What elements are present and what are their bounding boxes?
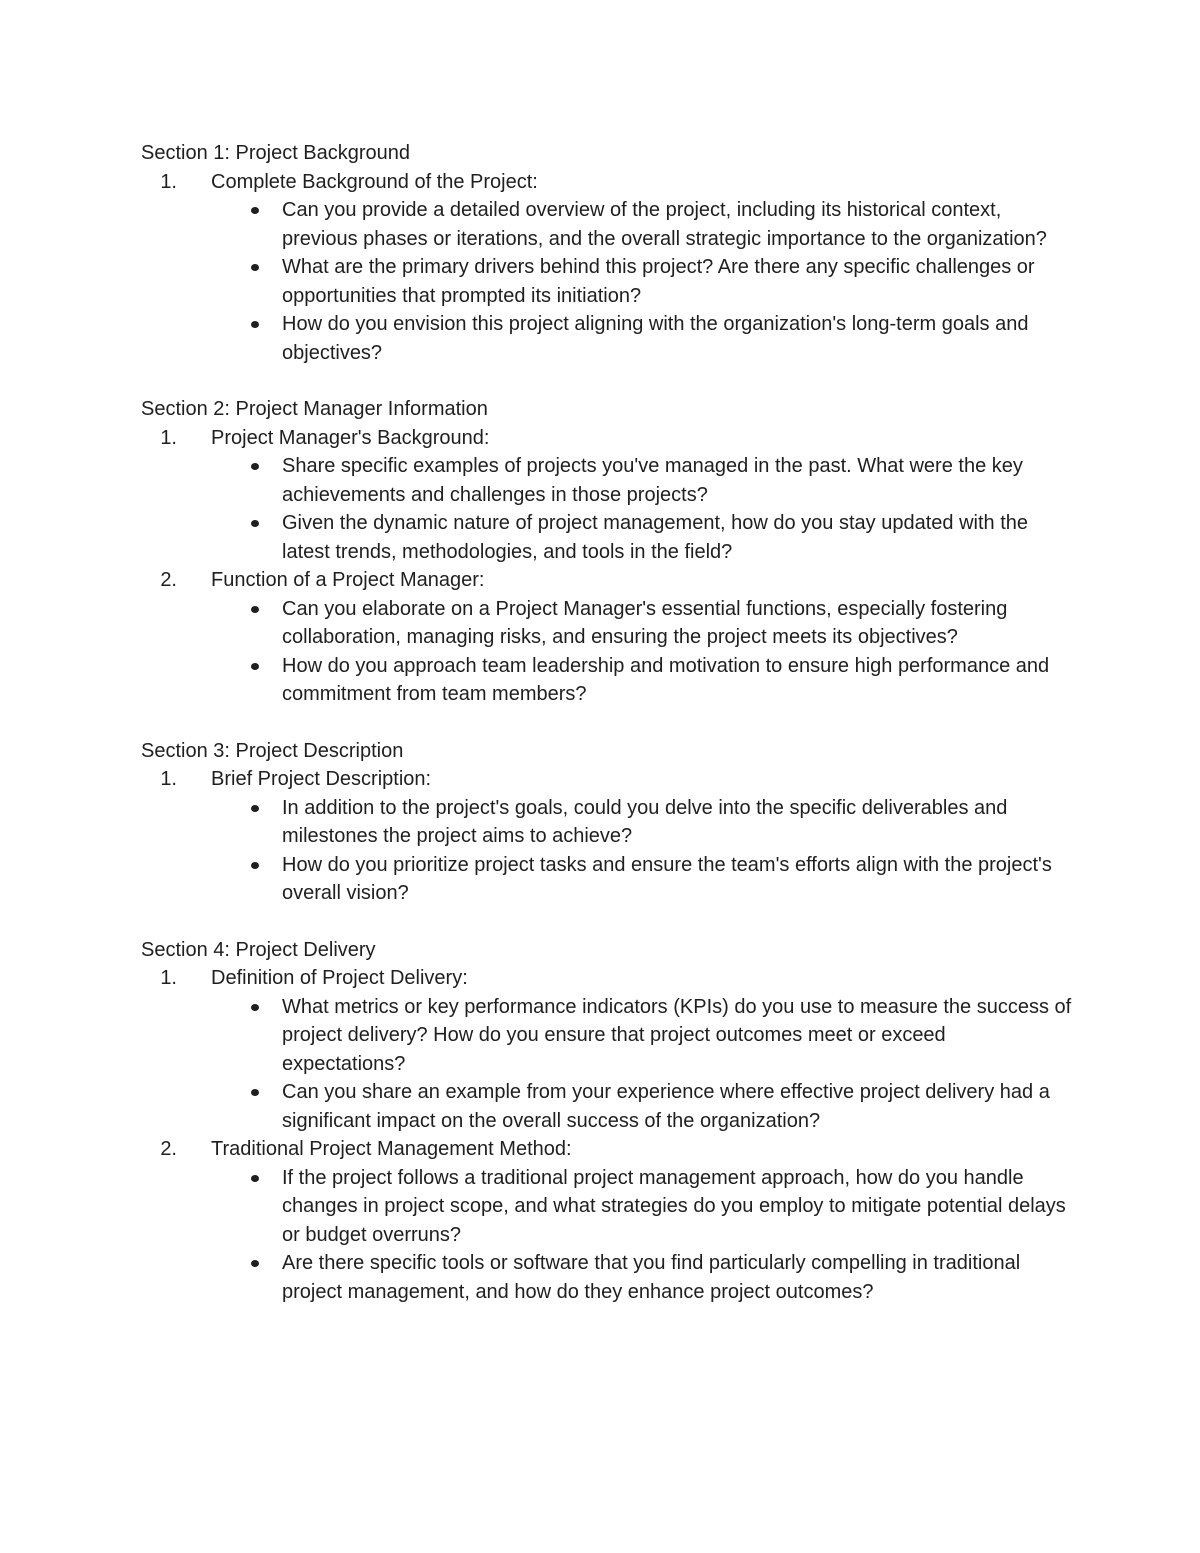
section-project-manager-information <box>141 395 1081 709</box>
question: What metrics or key performance indicators (KPIs) do you use to measure the success of project delivery? How do you ensure that project outcomes meet or exceed expectations? <box>247 993 1072 1079</box>
item-label: Traditional Project Management Method: <box>211 1138 572 1160</box>
question: Can you elaborate on a Project Manager's essential functions, especially fostering collaboration, managing risks, and ensuring the project meets its objectives? <box>247 595 1072 652</box>
bullet-icon <box>251 805 259 812</box>
item-label: Definition of Project Delivery: <box>211 967 468 989</box>
section-project-description <box>141 737 1081 908</box>
item-number: 1. <box>160 967 177 989</box>
document-page <box>141 139 1081 1334</box>
section-project-delivery <box>141 936 1081 1307</box>
item-list <box>141 964 1081 1306</box>
bullet-icon <box>251 463 259 470</box>
question-list <box>141 1164 1081 1307</box>
question: Are there specific tools or software that you find particularly compelling in traditional project management, and how do they enhance project outcomes? <box>247 1249 1072 1306</box>
bullet-icon <box>251 520 259 527</box>
item-number: 1. <box>160 170 177 193</box>
bullet-icon <box>251 264 259 271</box>
bullet-icon <box>251 321 259 328</box>
list-item <box>141 765 1081 908</box>
list-item <box>141 1135 1081 1306</box>
question-list <box>141 452 1081 566</box>
section-title: Section 2: Project Manager Information <box>141 398 488 420</box>
bullet-icon <box>251 207 259 214</box>
question: Share specific examples of projects you've managed in the past. What were the key achievements and challenges in those projects? <box>247 452 1072 509</box>
section-project-background <box>141 139 1081 367</box>
question: Can you share an example from your experience where effective project delivery had a significant impact on the overall success of the organization? <box>247 1078 1072 1135</box>
question: Can you provide a detailed overview of the project, including its historical context, previous phases or iterations, and the overall strategic importance to the organization? <box>247 196 1072 253</box>
bullet-icon <box>251 1175 259 1182</box>
question-list <box>141 196 1081 367</box>
bullet-icon <box>251 862 259 869</box>
bullet-icon <box>251 1004 259 1011</box>
section-title: Section 3: Project Description <box>141 739 404 762</box>
list-item <box>141 566 1081 709</box>
question-list <box>141 993 1081 1136</box>
bullet-icon <box>251 1260 259 1267</box>
question-list <box>141 794 1081 908</box>
question: How do you prioritize project tasks and ensure the team's efforts align with the project's overall vision? <box>247 851 1072 908</box>
section-title: Section 1: Project Background <box>141 142 411 164</box>
item-list <box>141 765 1081 908</box>
item-number: 2. <box>160 1138 177 1160</box>
section-title: Section 4: Project Delivery <box>141 938 376 961</box>
item-number: 1. <box>160 426 177 449</box>
list-item <box>141 964 1081 1135</box>
item-label: Function of a Project Manager: <box>211 569 485 591</box>
question: Given the dynamic nature of project management, how do you stay updated with the latest trends, methodologies, and tools in the field? <box>247 509 1072 566</box>
item-label: Complete Background of the Project: <box>211 170 538 193</box>
item-list <box>141 424 1081 709</box>
bullet-icon <box>251 1089 259 1096</box>
item-list <box>141 168 1081 368</box>
question: If the project follows a traditional project management approach, how do you handle changes in project scope, and what strategies do you employ to mitigate potential delays or budget overruns? <box>247 1164 1072 1250</box>
bullet-icon <box>251 663 259 670</box>
item-label: Project Manager's Background: <box>211 426 490 449</box>
question: How do you approach team leadership and motivation to ensure high performance and commitment from team members? <box>247 652 1072 709</box>
question: What are the primary drivers behind this project? Are there any specific challenges or opportunities that prompted its initiation? <box>247 253 1072 310</box>
question: In addition to the project's goals, could you delve into the specific deliverables and milestones the project aims to achieve? <box>247 794 1072 851</box>
item-number: 1. <box>160 768 177 790</box>
item-label: Brief Project Description: <box>211 768 432 790</box>
question-list <box>141 595 1081 709</box>
item-number: 2. <box>160 569 177 591</box>
list-item <box>141 424 1081 567</box>
question: How do you envision this project aligning with the organization's long-term goals and objectives? <box>247 310 1072 367</box>
list-item <box>141 168 1081 368</box>
bullet-icon <box>251 606 259 613</box>
